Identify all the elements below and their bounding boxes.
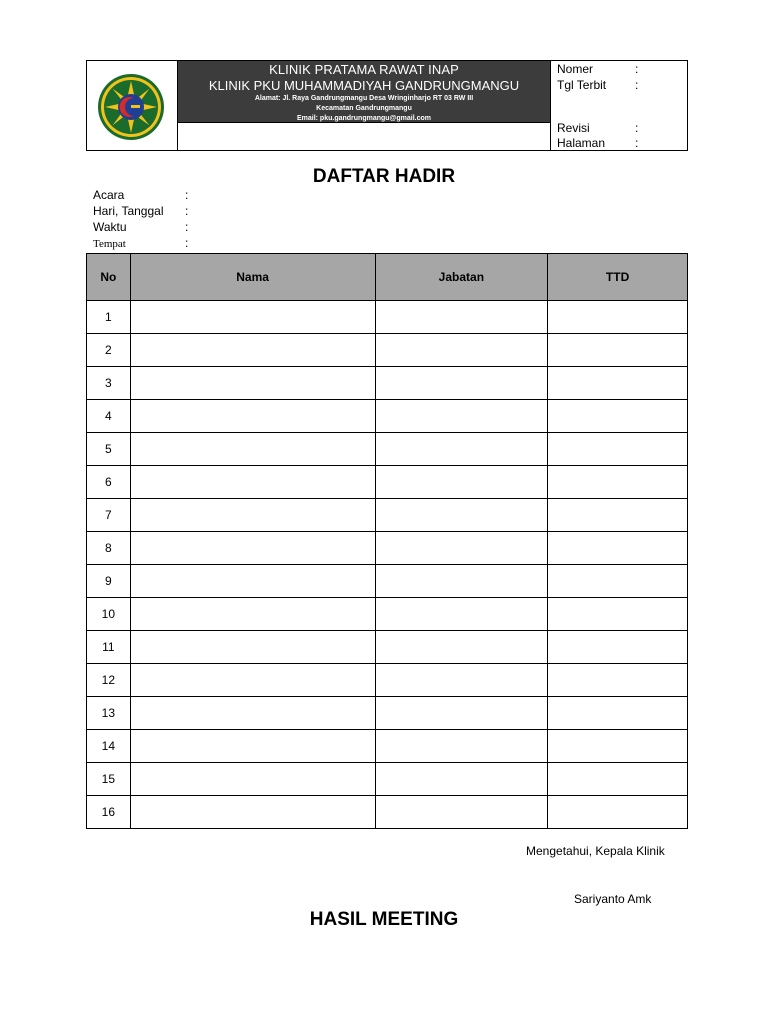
ttd-cell[interactable] bbox=[548, 334, 688, 367]
info-tempat: Tempat : bbox=[93, 236, 189, 250]
row-number: 6 bbox=[87, 466, 131, 499]
table-row bbox=[87, 334, 688, 367]
jabatan-cell[interactable] bbox=[375, 433, 548, 466]
nama-cell[interactable] bbox=[130, 499, 375, 532]
row-number: 14 bbox=[87, 730, 131, 763]
jabatan-cell[interactable] bbox=[375, 664, 548, 697]
row-number: 10 bbox=[87, 598, 131, 631]
ttd-cell[interactable] bbox=[548, 664, 688, 697]
ttd-cell[interactable] bbox=[548, 367, 688, 400]
row-number: 11 bbox=[87, 631, 131, 664]
info-waktu: Waktu : bbox=[93, 220, 189, 234]
signature-label: Mengetahui, Kepala Klinik bbox=[526, 844, 665, 858]
header-jabatan: Jabatan bbox=[375, 254, 548, 301]
document-title: DAFTAR HADIR bbox=[312, 166, 456, 187]
row-number: 2 bbox=[87, 334, 131, 367]
clinic-email: Email: pku.gandrungmangu@gmail.com bbox=[296, 115, 431, 122]
jabatan-cell[interactable] bbox=[375, 400, 548, 433]
table-row bbox=[87, 565, 688, 598]
nama-cell[interactable] bbox=[130, 466, 375, 499]
row-number: 13 bbox=[87, 697, 131, 730]
nama-cell[interactable] bbox=[130, 598, 375, 631]
table-row bbox=[87, 631, 688, 664]
nama-cell[interactable] bbox=[130, 664, 375, 697]
jabatan-cell[interactable] bbox=[375, 763, 548, 796]
clinic-district: Kecamatan Gandrungmangu bbox=[316, 105, 412, 112]
jabatan-cell[interactable] bbox=[375, 565, 548, 598]
ttd-cell[interactable] bbox=[548, 796, 688, 829]
ttd-cell[interactable] bbox=[548, 598, 688, 631]
attendance-table bbox=[86, 253, 688, 829]
header-ttd: TTD bbox=[548, 254, 688, 301]
ttd-cell[interactable] bbox=[548, 466, 688, 499]
jabatan-cell[interactable] bbox=[375, 697, 548, 730]
row-number: 12 bbox=[87, 664, 131, 697]
header-nama: Nama bbox=[130, 254, 375, 301]
jabatan-cell[interactable] bbox=[375, 499, 548, 532]
jabatan-cell[interactable] bbox=[375, 301, 548, 334]
table-row bbox=[87, 499, 688, 532]
ttd-cell[interactable] bbox=[548, 532, 688, 565]
table-row bbox=[87, 532, 688, 565]
ttd-cell[interactable] bbox=[548, 631, 688, 664]
title-blank-cell bbox=[178, 122, 551, 150]
meta-tgl-terbit: Tgl Terbit : bbox=[557, 78, 639, 92]
clinic-name-1: KLINIK PRATAMA RAWAT INAP bbox=[269, 62, 459, 77]
nama-cell[interactable] bbox=[130, 334, 375, 367]
table-row bbox=[87, 697, 688, 730]
jabatan-cell[interactable] bbox=[375, 334, 548, 367]
table-row bbox=[87, 598, 688, 631]
row-number: 9 bbox=[87, 565, 131, 598]
logo-cell bbox=[87, 61, 178, 150]
nama-cell[interactable] bbox=[130, 367, 375, 400]
nama-cell[interactable] bbox=[130, 565, 375, 598]
section-title-hasil-meeting: HASIL MEETING bbox=[309, 909, 459, 930]
row-number: 5 bbox=[87, 433, 131, 466]
meta-halaman: Halaman : bbox=[557, 136, 639, 150]
row-number: 3 bbox=[87, 367, 131, 400]
row-number: 4 bbox=[87, 400, 131, 433]
ttd-cell[interactable] bbox=[548, 400, 688, 433]
ttd-cell[interactable] bbox=[548, 730, 688, 763]
jabatan-cell[interactable] bbox=[375, 466, 548, 499]
jabatan-cell[interactable] bbox=[375, 598, 548, 631]
info-hari-tanggal: Hari, Tanggal : bbox=[93, 204, 189, 218]
nama-cell[interactable] bbox=[130, 730, 375, 763]
clinic-name-2: KLINIK PKU MUHAMMADIYAH GANDRUNGMANGU bbox=[208, 78, 520, 93]
nama-cell[interactable] bbox=[130, 532, 375, 565]
row-number: 1 bbox=[87, 301, 131, 334]
table-row bbox=[87, 796, 688, 829]
table-row bbox=[87, 433, 688, 466]
ttd-cell[interactable] bbox=[548, 499, 688, 532]
table-row bbox=[87, 400, 688, 433]
table-row bbox=[87, 466, 688, 499]
ttd-cell[interactable] bbox=[548, 433, 688, 466]
table-row bbox=[87, 301, 688, 334]
table-row bbox=[87, 763, 688, 796]
jabatan-cell[interactable] bbox=[375, 796, 548, 829]
event-info bbox=[93, 187, 188, 251]
ttd-cell[interactable] bbox=[548, 301, 688, 334]
nama-cell[interactable] bbox=[130, 400, 375, 433]
table-row bbox=[87, 664, 688, 697]
nama-cell[interactable] bbox=[130, 796, 375, 829]
nama-cell[interactable] bbox=[130, 433, 375, 466]
ttd-cell[interactable] bbox=[548, 763, 688, 796]
jabatan-cell[interactable] bbox=[375, 532, 548, 565]
row-number: 7 bbox=[87, 499, 131, 532]
meta-revisi: Revisi : bbox=[557, 121, 639, 135]
meta-nomer: Nomer : bbox=[557, 62, 639, 76]
ttd-cell[interactable] bbox=[548, 565, 688, 598]
header-no: No bbox=[87, 254, 131, 301]
nama-cell[interactable] bbox=[130, 301, 375, 334]
table-header-row bbox=[87, 254, 688, 301]
row-number: 16 bbox=[87, 796, 131, 829]
nama-cell[interactable] bbox=[130, 631, 375, 664]
row-number: 8 bbox=[87, 532, 131, 565]
row-number: 15 bbox=[87, 763, 131, 796]
letterhead bbox=[86, 60, 688, 151]
jabatan-cell[interactable] bbox=[375, 730, 548, 763]
ttd-cell[interactable] bbox=[548, 697, 688, 730]
info-acara: Acara : bbox=[93, 188, 189, 202]
clinic-address: Alamat: Jl. Raya Gandrungmangu Desa Wringinharjo RT 03 RW III bbox=[254, 95, 474, 102]
signature-name: Sariyanto Amk bbox=[574, 892, 652, 906]
table-row bbox=[87, 730, 688, 763]
muhammadiyah-logo-icon bbox=[96, 72, 166, 142]
clinic-title-block bbox=[178, 61, 551, 122]
jabatan-cell[interactable] bbox=[375, 367, 548, 400]
jabatan-cell[interactable] bbox=[375, 631, 548, 664]
table-row bbox=[87, 367, 688, 400]
nama-cell[interactable] bbox=[130, 763, 375, 796]
nama-cell[interactable] bbox=[130, 697, 375, 730]
